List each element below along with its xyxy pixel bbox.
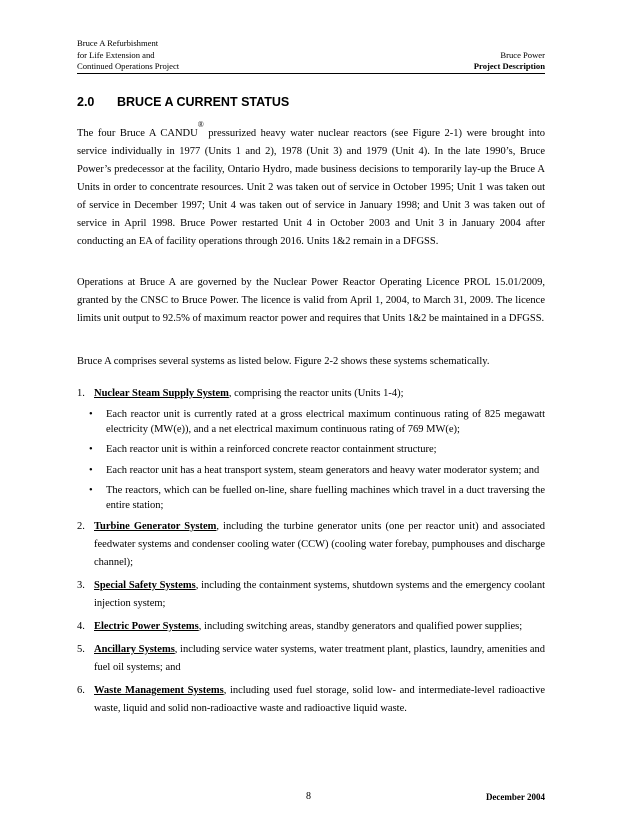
- header-right: [474, 50, 545, 73]
- page-header: [77, 38, 545, 73]
- section-number: 2.0: [77, 95, 95, 109]
- list-item-title: Special Safety Systems: [94, 580, 196, 591]
- header-project-name: Bruce A Refurbishment for Life Extension and Continued Operations Project: [77, 38, 180, 71]
- page-number: 8: [306, 791, 311, 802]
- list-item: 6. Waste Management Systems, including used fuel storage, solid low- and intermediate-level radioactive waste, liquid and solid non-radioactive waste and radioactive liquid waste.: [77, 685, 545, 714]
- list-item-title: Waste Management Systems: [94, 685, 224, 696]
- header-doc-title: Project Description: [473, 61, 545, 71]
- bullet-icon: •: [89, 409, 93, 420]
- footer-date: December 2004: [485, 792, 545, 802]
- list-item: 2. Turbine Generator System, including the turbine generator units (one per reactor unit) and associated feedwater systems and condenser cooling water (CCW) (cooling water forebay, pumphouses and discharge channel);: [77, 521, 546, 568]
- section-heading: [77, 95, 289, 109]
- paragraph-systems: Bruce A comprises several systems as listed below. Figure 2-2 shows these systems schematically.: [77, 356, 490, 367]
- registered-mark: ®: [197, 120, 204, 129]
- list-bullet: • The reactors, which can be fuelled on-line, share fuelling machines which travel in a duct traversing the entire station;: [89, 485, 545, 511]
- header-company: Bruce Power: [500, 49, 545, 60]
- list-bullet: • Each reactor unit has a heat transport system, steam generators and heavy water moderator system; and: [77, 464, 545, 479]
- bullet-icon: •: [89, 485, 93, 496]
- section-title: BRUCE A CURRENT STATUS: [117, 95, 290, 109]
- list-item: 1. Nuclear Steam Supply System, comprising the reactor units (Units 1-4);: [77, 388, 404, 399]
- list-item-title: Nuclear Steam Supply System: [94, 388, 229, 399]
- list-item-title: Electric Power Systems: [94, 621, 199, 632]
- list-bullet: • Each reactor unit is within a reinforced concrete reactor containment structure;: [77, 443, 545, 458]
- list-item: 3. Special Safety Systems, including the containment systems, shutdown systems and the emergency coolant injection system;: [77, 580, 545, 609]
- list-item: 5. Ancillary Systems, including service water systems, water treatment plant, plastics, laundry, amenities and fuel oil systems; and: [77, 644, 546, 673]
- header-rule: [77, 73, 545, 74]
- bullet-icon: •: [89, 444, 93, 455]
- paragraph-intro: The four Bruce A CANDU® pressurized heavy water nuclear reactors (see Figure 2-1) were brought into service individually in 1977 (Units 1 and 2), 1978 (Unit 3) and 1979 (Unit 4). In the late 1990’s, Bruce Power’s predecessor at the facility, Ontario Hydro, made business decisions to temporarily lay-up the Bruce A Units in order to concentrate resources. Unit 2 was taken out of service in October 1995; Unit 1 was taken out of service in December 1997; Unit 4 was taken out of service in January 1998; and Unit 3 was taken out of service in April 1998. Bruce Power restarted Unit 4 in October 2003 and Unit 3 in January 2004 after conducting an EA of facility operations through 2016. Units 1&2 remain in a DFGSS.: [77, 120, 545, 247]
- list-item-title: Turbine Generator System: [94, 521, 217, 532]
- systems-list: [77, 385, 545, 718]
- list-bullet: • Each reactor unit is currently rated at a gross electrical maximum continuous rating of 825 megawatt electricity (MW(e)), and a net electrical maximum continuous rating of 769 MW(e);: [89, 409, 545, 435]
- list-item: 4. Electric Power Systems, including switching areas, standby generators and qualified power supplies;: [77, 621, 523, 632]
- list-item-title: Ancillary Systems: [94, 644, 175, 655]
- bullet-icon: •: [89, 464, 93, 476]
- paragraph-licence: Operations at Bruce A are governed by the Nuclear Power Reactor Operating Licence PROL 15.01/2009, granted by the CNSC to Bruce Power. The licence is valid from April 1, 2004, to March 31, 2009. The licence limits unit output to 92.5% of maximum reactor power and requires that Units 1&2 be maintained in a DFGSS.: [77, 277, 545, 324]
